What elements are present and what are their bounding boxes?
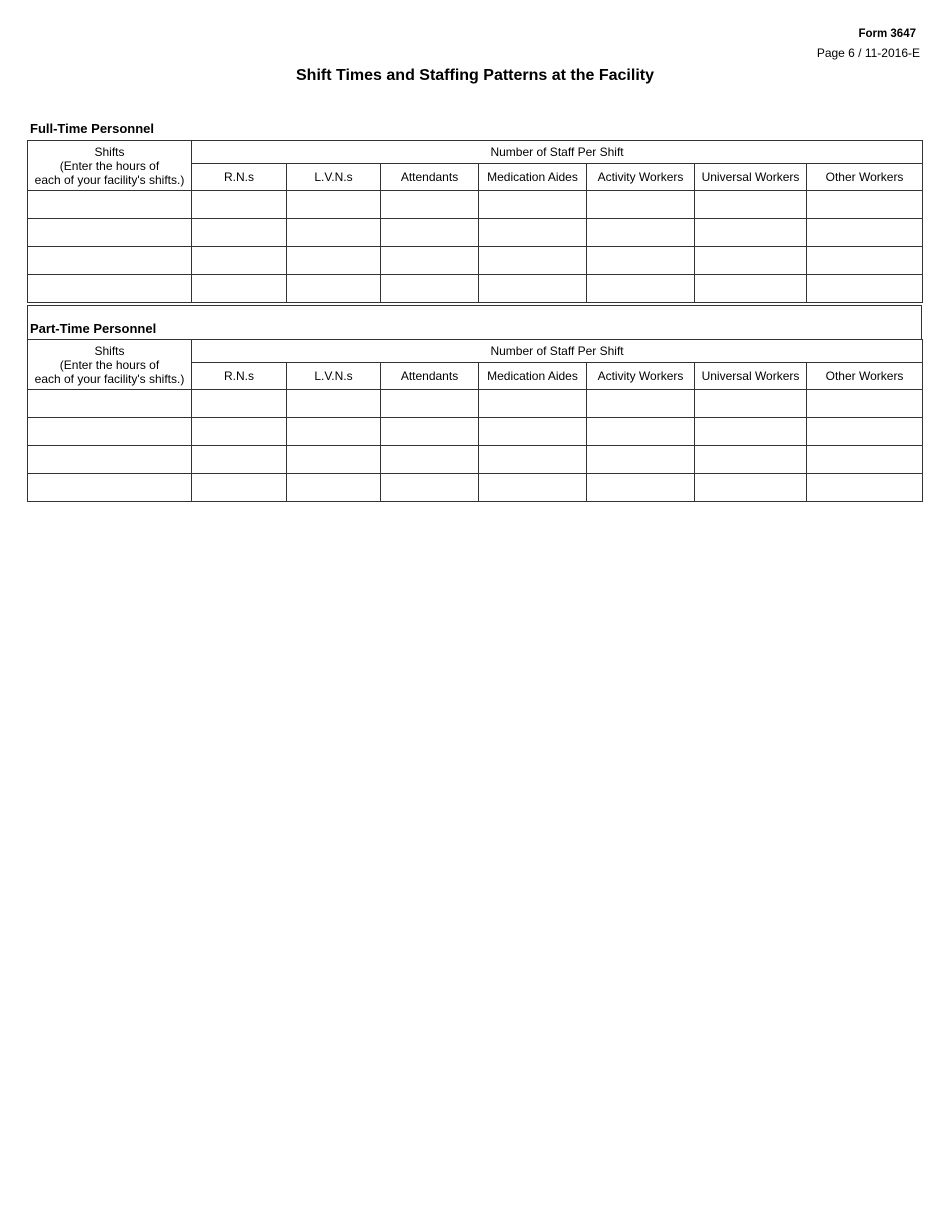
other-workers-field[interactable] xyxy=(807,247,923,275)
other-workers-field[interactable] xyxy=(807,275,923,303)
rns-field[interactable] xyxy=(192,247,287,275)
other-workers-field[interactable] xyxy=(807,219,923,247)
section-left-border xyxy=(27,305,28,340)
attendants-field[interactable] xyxy=(381,446,479,474)
universal-workers-field[interactable] xyxy=(695,247,807,275)
shifts-hint-line1: (Enter the hours of xyxy=(59,357,160,372)
attendants-field[interactable] xyxy=(381,474,479,502)
rns-field[interactable] xyxy=(192,390,287,418)
table-row xyxy=(28,474,923,502)
lvns-field[interactable] xyxy=(287,247,381,275)
table-row xyxy=(28,219,923,247)
col-other-workers: Other Workers xyxy=(807,164,923,191)
universal-workers-field[interactable] xyxy=(695,474,807,502)
col-lvns: L.V.N.s xyxy=(287,164,381,191)
shifts-hint-line2: each of your facility's shifts.) xyxy=(34,172,185,187)
col-medication-aides: Medication Aides xyxy=(479,363,587,390)
lvns-field[interactable] xyxy=(287,446,381,474)
lvns-field[interactable] xyxy=(287,191,381,219)
table-row xyxy=(28,446,923,474)
lvns-field[interactable] xyxy=(287,219,381,247)
activity-workers-field[interactable] xyxy=(587,474,695,502)
rns-field[interactable] xyxy=(192,275,287,303)
shift-hours-field[interactable] xyxy=(28,474,192,502)
col-rns: R.N.s xyxy=(192,363,287,390)
medication-aides-field[interactable] xyxy=(479,446,587,474)
part-time-heading: Part-Time Personnel xyxy=(30,321,157,336)
table-row xyxy=(28,418,923,446)
universal-workers-field[interactable] xyxy=(695,390,807,418)
page-title: Shift Times and Staffing Patterns at the Facility xyxy=(296,67,654,84)
col-activity-workers: Activity Workers xyxy=(587,363,695,390)
rns-field[interactable] xyxy=(192,474,287,502)
full-time-table xyxy=(27,140,923,303)
lvns-field[interactable] xyxy=(287,474,381,502)
activity-workers-field[interactable] xyxy=(587,418,695,446)
other-workers-field[interactable] xyxy=(807,474,923,502)
lvns-field[interactable] xyxy=(287,275,381,303)
rns-field[interactable] xyxy=(192,418,287,446)
full-time-heading: Full-Time Personnel xyxy=(30,121,155,136)
col-universal-workers: Universal Workers xyxy=(695,164,807,191)
universal-workers-field[interactable] xyxy=(695,275,807,303)
shift-hours-field[interactable] xyxy=(28,247,192,275)
col-universal-workers: Universal Workers xyxy=(695,363,807,390)
col-attendants: Attendants xyxy=(381,363,479,390)
shift-hours-field[interactable] xyxy=(28,446,192,474)
page-info: Page 6 / 11-2016-E xyxy=(816,46,920,60)
table-row xyxy=(28,275,923,303)
lvns-field[interactable] xyxy=(287,418,381,446)
universal-workers-field[interactable] xyxy=(695,219,807,247)
form-number: Form 3647 xyxy=(858,28,916,40)
attendants-field[interactable] xyxy=(381,390,479,418)
other-workers-field[interactable] xyxy=(807,390,923,418)
shift-hours-field[interactable] xyxy=(28,390,192,418)
table-row xyxy=(28,191,923,219)
shift-hours-field[interactable] xyxy=(28,275,192,303)
section-divider xyxy=(27,305,922,306)
shift-hours-field[interactable] xyxy=(28,191,192,219)
medication-aides-field[interactable] xyxy=(479,390,587,418)
table-row xyxy=(28,247,923,275)
staff-per-shift-header: Number of Staff Per Shift xyxy=(192,141,923,164)
activity-workers-field[interactable] xyxy=(587,390,695,418)
universal-workers-field[interactable] xyxy=(695,418,807,446)
medication-aides-field[interactable] xyxy=(479,219,587,247)
shifts-header xyxy=(28,340,192,390)
activity-workers-field[interactable] xyxy=(587,275,695,303)
shifts-label: Shifts xyxy=(94,144,125,159)
col-lvns: L.V.N.s xyxy=(287,363,381,390)
other-workers-field[interactable] xyxy=(807,446,923,474)
other-workers-field[interactable] xyxy=(807,418,923,446)
attendants-field[interactable] xyxy=(381,275,479,303)
rns-field[interactable] xyxy=(192,191,287,219)
col-medication-aides: Medication Aides xyxy=(479,164,587,191)
medication-aides-field[interactable] xyxy=(479,275,587,303)
medication-aides-field[interactable] xyxy=(479,418,587,446)
attendants-field[interactable] xyxy=(381,247,479,275)
activity-workers-field[interactable] xyxy=(587,247,695,275)
activity-workers-field[interactable] xyxy=(587,191,695,219)
other-workers-field[interactable] xyxy=(807,191,923,219)
staff-per-shift-header: Number of Staff Per Shift xyxy=(192,340,923,363)
medication-aides-field[interactable] xyxy=(479,474,587,502)
activity-workers-field[interactable] xyxy=(587,219,695,247)
table-row xyxy=(28,390,923,418)
rns-field[interactable] xyxy=(192,446,287,474)
medication-aides-field[interactable] xyxy=(479,191,587,219)
col-rns: R.N.s xyxy=(192,164,287,191)
col-attendants: Attendants xyxy=(381,164,479,191)
lvns-field[interactable] xyxy=(287,390,381,418)
shift-hours-field[interactable] xyxy=(28,219,192,247)
shifts-label: Shifts xyxy=(94,343,125,358)
universal-workers-field[interactable] xyxy=(695,446,807,474)
shifts-header xyxy=(28,141,192,191)
medication-aides-field[interactable] xyxy=(479,247,587,275)
attendants-field[interactable] xyxy=(381,219,479,247)
attendants-field[interactable] xyxy=(381,191,479,219)
rns-field[interactable] xyxy=(192,219,287,247)
universal-workers-field[interactable] xyxy=(695,191,807,219)
shift-hours-field[interactable] xyxy=(28,418,192,446)
attendants-field[interactable] xyxy=(381,418,479,446)
shifts-hint-line1: (Enter the hours of xyxy=(59,158,160,173)
activity-workers-field[interactable] xyxy=(587,446,695,474)
col-other-workers: Other Workers xyxy=(807,363,923,390)
col-activity-workers: Activity Workers xyxy=(587,164,695,191)
shifts-hint-line2: each of your facility's shifts.) xyxy=(34,371,185,386)
section-right-border xyxy=(921,305,922,340)
part-time-table xyxy=(27,339,923,502)
